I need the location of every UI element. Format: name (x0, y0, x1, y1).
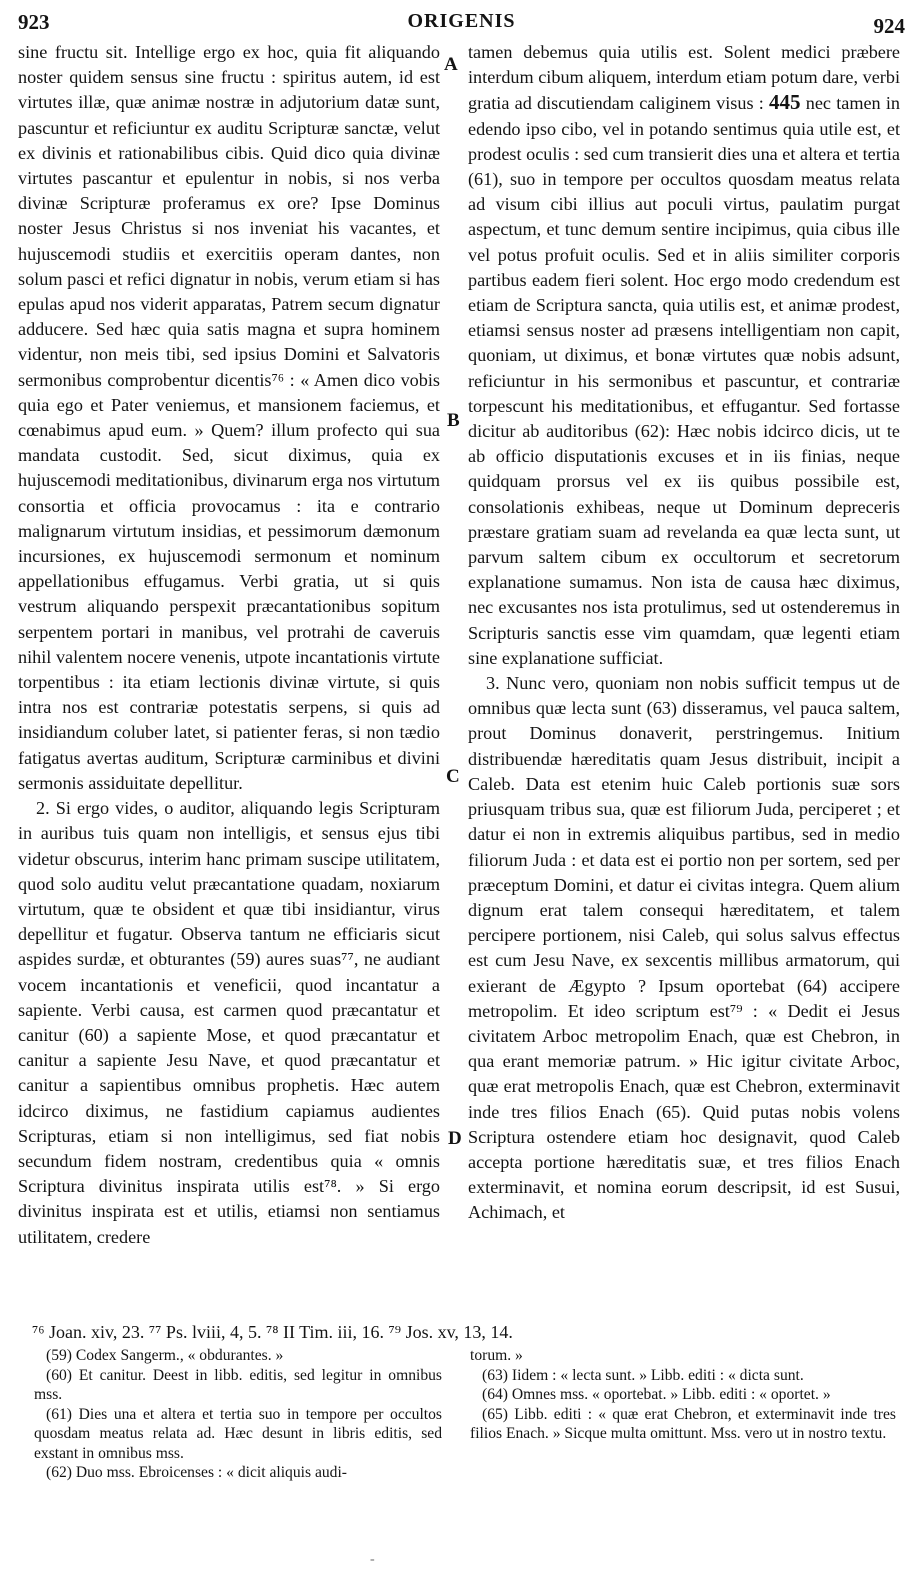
footnotes-right (470, 1346, 896, 1444)
footnote-59: (59) Codex Sangerm., « obdurantes. » (46, 1347, 284, 1364)
footnote-62-continued: torum. » (470, 1347, 523, 1364)
margin-marker-d: D (448, 1128, 462, 1149)
right-paragraph-2: 3. Nunc vero, quoniam non nobis sufficit tempus ut de omnibus quæ lecta sunt (63) disseramus, vel pauca saltem, prout Dominus donaverit, perstringemus. Initium distribuendæ hæreditatis quam Jesus distribuit, incipit a Caleb. Data est etenim huic Caleb portionis suæ sors priusquam tribus sua, quæ est filiorum Juda, perciperet ; et datur ei non in extremis aliquibus partibus, sed in medio filiorum Juda : et data est ei portio non per sortem, sed per præceptum Domini, et datur ei civitas integra. Quem alium dignum erat talem consequi hæreditatem, et talem percipere portionem, nisi Caleb, qui solus salvus effectus est cum Jesu Nave, ex sexcentis millibus armatorum, qui exierant de Ægypto ? Ipsum oportebat (64) accipere metropolim. Et ideo scriptum est⁷⁹ : « Dedit ei Jesus civitatem Arboc metropolim Enach, quæ est Chebron, in qua erant memoriæ patrum. » Hic igitur civitate Arboc, quæ erat metropolis Enach, quæ est Chebron, exterminavit inde tres filios Enach (65). Quid putas nobis volens Scriptura ostendere etiam hoc designavit, quod Caleb accepta portione hæreditatis suæ, et tres filios Enach exterminavit, et nomina eorum descripsit, id est Susui, Achimach, et (468, 673, 900, 1223)
column-number-label: 445 (769, 90, 801, 115)
right-column (468, 40, 900, 1226)
margin-marker-b: B (447, 410, 460, 431)
left-column (18, 40, 440, 1250)
page-number-left: 923 (18, 10, 50, 34)
left-paragraph-2: 2. Si ergo vides, o auditor, aliquando legis Scripturam in auribus tuis quam non intelligis, et sensus ejus tibi videtur obscurus, interim hanc primam suscipe utilitatem, quod solo auditu velut præcantatione quadam, noxiarum virtutum, quæ te obsident et quæ tibi insidiantur, virus depellitur et fugatur. Observa tantum ne efficiaris sicut aspides surdæ, et obturantes (59) aures suas⁷⁷, ne audiant vocem incantationis et veneficii, quod incantatur a sapiente. Verbi causa, est carmen quod præcantatur et canitur (60) a sapiente Mose, et quod præcantatur et canitur a sapiente Jesu Nave, et quod præcantatur et canitur a sapientibus omnibus prophetis. Hæc autem idcirco diximus, ne fastidium capiamus audientes Scripturas, etiam si non intelligimus, sed fiat nobis secundum fidem nostram, credentibus quia « omnis Scriptura divinitus inspirata utilis est⁷⁸. » Si ergo divinitus inspirata est et utilis, etiamsi non sentiamus utilitatem, credere (18, 798, 440, 1247)
footnote-65: (65) Libb. editi : « quæ erat Chebron, et exterminavit inde tres filios Enach. » Sicque multa omittunt. Mss. vero ut in nostro textu. (470, 1405, 896, 1442)
margin-marker-c: C (446, 766, 460, 787)
footnote-62: (62) Duo mss. Ebroicenses : « dicit aliquis audi- (46, 1464, 347, 1481)
footnote-63: (63) Iidem : « lecta sunt. » Libb. editi : « dicta sunt. (482, 1366, 804, 1384)
footnote-60: (60) Et canitur. Deest in libb. editis, sed legitur in omnibus mss. (34, 1366, 442, 1403)
footnotes-left (34, 1346, 442, 1483)
running-title: ORIGENIS (407, 10, 516, 32)
right-paragraph-1-start: tamen debemus quia utilis est. Solent medici præbere interdum cibum aliquem, interdum etiam potum dare, verbi gratia ad discutiendam caliginem visus : (468, 42, 900, 114)
page-number-right: 924 (873, 14, 905, 38)
margin-marker-a: A (444, 54, 458, 75)
left-paragraph-1: sine fructu sit. Intellige ergo ex hoc, quia fit aliquando noster quidem sensus sine fructu : spiritus autem, id est virtutes illæ, quæ animæ nostræ in adjutorium datæ sunt, pascuntur et reficiuntur ex auditu Scripturæ sanctæ, velut ex divinis et rationabilibus cibis. Quid dico quia divinæ virtutes pascantur et epulentur in nobis, si nos verba divinæ Scripturæ proferamus ex ore? Ipse Dominus noster Jesus Christus si nos inveniat his vacantes, et hujuscemodi studiis et exercitiis operam dantes, non solum pasci et refici dignatur in nobis, verum etiam si has epulas apud nos viderit apparatas, Patrem secum dignatur adducere. Sed hæc quia satis magna et supra hominem videntur, non meis tibi, sed ipsius Domini et Salvatoris sermonibus comprobentur dicentis⁷⁶ : « Amen dico vobis quia ego et Pater veniemus, et mansionem faciemus, et cœnabimus apud eum. » Quem? illum profecto qui sua mandata custodit. Sed, sicut diximus, quia ex hujuscemodi meditationibus, divinarum erga nos virtutum consortia et officia provocamus : ita e contrario malignarum virtutum insidias, et pessimorum dæmonum incursiones, ex hujuscemodi sermonum et nominum appellationibus effugamus. Verbi gratia, ut si quis vestrum aliquando perspexit præcantationibus sopitum serpentem portari in manibus, vel protrahi de caveruis nihil valentem nocere venenis, utpote incantationis virtute torpentibus : ita etiam lectionis divinæ virtute, si quis intra nos est contrariæ potestatis serpens, si quis ad insidiandum coluber latet, si patienter feras, si non tædio fatigatus avertas auditum, Scripturæ carminibus et divini sermonis assiduitate depellitur. (18, 42, 440, 793)
right-paragraph-1 (468, 40, 900, 671)
footnote-64: (64) Omnes mss. « oportebat. » Libb. editi : « oportet. » (482, 1386, 831, 1403)
bottom-mark: - (370, 1552, 375, 1567)
footnote-61: (61) Dies una et altera et tertia suo in tempore per occultos quosdam meatus relata ad. Hæc desunt in libris editis, sed exstant in omnibus mss. (34, 1405, 442, 1462)
page-header (18, 6, 905, 42)
right-paragraph-1-rest: nec tamen in edendo ipso cibo, vel in potando sentimus quia utile est, et prodest oculis : sed cum transierit dies una et altera et tertia (61), suo in tempore per occultos quosdam meatus relata ad visum cibi illius aut poculi virtus, paulatim purgat aspectum, et tunc demum sentire incipimus, quia cibus ille vel potus profuit oculis. Sed et in aliis similiter corporis partibus eadem fieri solent. Hoc ergo modo credendum est etiam de Scriptura sancta, quia utilis est, et animæ prodest, etiamsi sensus noster ad præsens intelligentiam non capit, quoniam, ut diximus, et bonæ virtutes quæ nobis adsunt, reficiuntur in his sermonibus et pascuntur, et contrariæ torpescunt his meditationibus, et effugantur. Sed fortasse dicitur ab auditoribus (62): Hæc nobis idcirco dicis, ut te ab officio disputationis excuses et in iis finias, neque quidquam prorsus vel ex iis quibus possibile est, consolationis exhibeas, neque ut Dominum depreceris præstare gratiam suam ad revelanda ea quæ lecta sunt, ut parvum saltem cibum ex occultorum et secretorum explanatione sumamus. Non ista de causa hæc diximus, nec excusantes nos ista protulimus, sed ut ostenderemus in Scripturis sanctis esse vim quamdam, quæ legenti etiam sine explanatione sufficiat. (468, 93, 900, 668)
scripture-references: ⁷⁶ Joan. xiv, 23. ⁷⁷ Ps. lviii, 4, 5. ⁷⁸ II Tim. iii, 16. ⁷⁹ Jos. xv, 13, 14. (32, 1322, 513, 1342)
